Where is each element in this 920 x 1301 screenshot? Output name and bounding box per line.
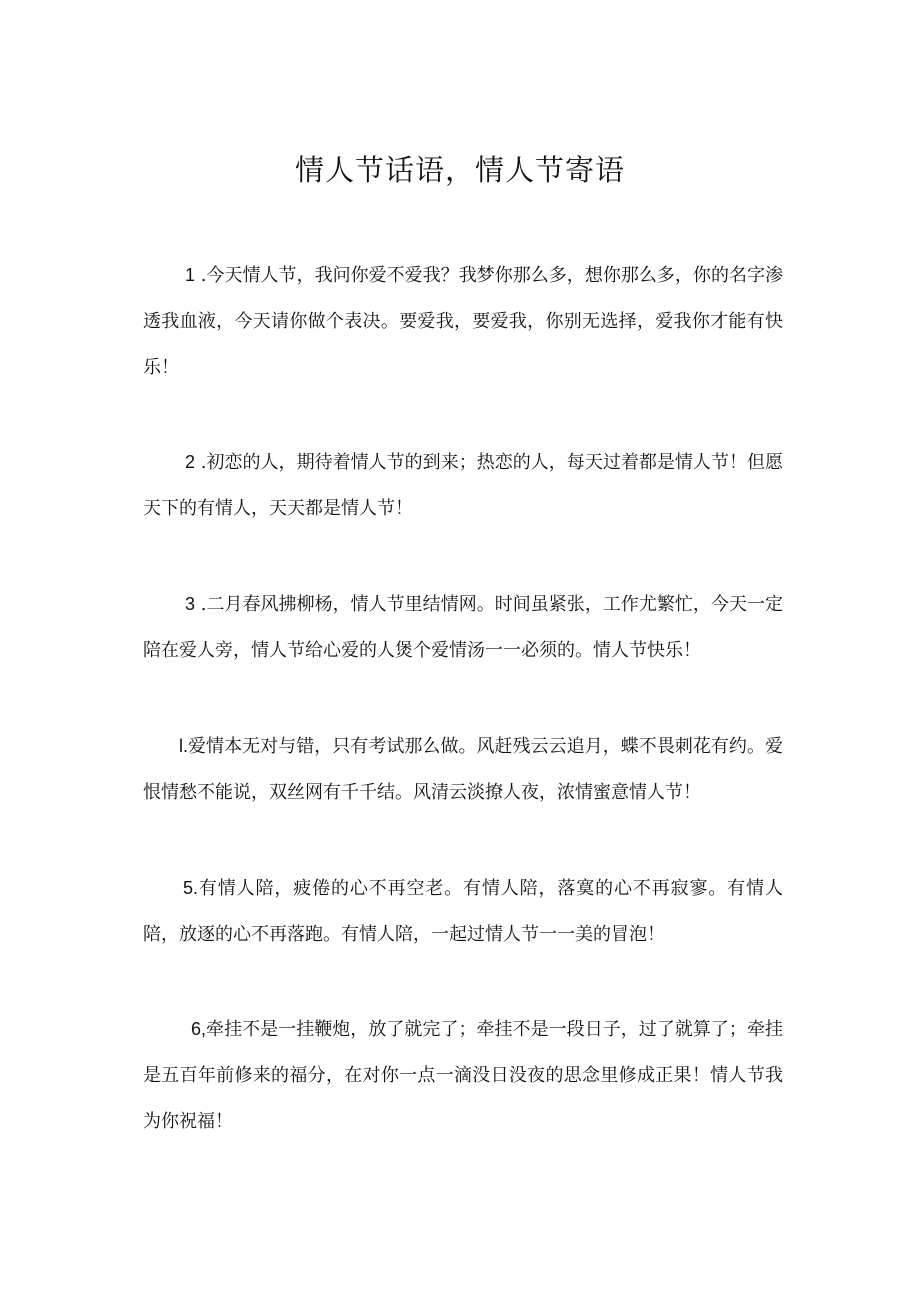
paragraph-text: .今天情人节，我问你爱不爱我？我梦你那么多，想你那么多，你的名字渗透我血液，今天请你做个表决。要爱我，要爱我，你别无选择，爱我你才能有快乐！ [143,265,783,378]
paragraph-text: 爱情本无对与错，只有考试那么做。风赶残云云追月，蝶不畏刺花有约。爱恨情愁不能说，双丝网有千千结。风清云淡撩人夜，浓情蜜意情人节！ [143,736,783,803]
paragraph-number: 1 [185,265,196,285]
paragraph-1 [143,252,783,391]
paragraph-number: 3 [185,594,196,614]
paragraph-4 [143,723,783,816]
paragraph-number: 2 [185,452,196,472]
paragraph-number: l. [179,736,188,756]
paragraph-text: 牵挂不是一挂鞭炮，放了就完了；牵挂不是一段日子，过了就算了；牵挂是五百年前修来的福分，在对你一点一滴没日没夜的思念里修成正果！情人节我为你祝福！ [143,1019,783,1132]
paragraph-2 [143,439,783,532]
paragraph-text: 有情人陪，疲倦的心不再空老。有情人陪，落寞的心不再寂寥。有情人陪，放逐的心不再落跑。有情人陪，一起过情人节一一美的冒泡！ [143,878,783,945]
paragraph-3 [143,581,783,674]
paragraph-5 [143,865,783,958]
document-title: 情人节话语，情人节寄语 [294,153,625,187]
paragraph-text: .初恋的人，期待着情人节的到来；热恋的人，每天过着都是情人节！但愿天下的有情人，天天都是情人节！ [143,452,783,519]
paragraph-number: 5. [183,878,199,898]
paragraph-text: .二月春风拂柳杨，情人节里结情网。时间虽紧张，工作尤繁忙，今天一定陪在爱人旁，情人节给心爱的人煲个爱情汤一一必须的。情人节快乐！ [143,594,783,661]
paragraph-number: 6, [191,1019,207,1039]
paragraph-6 [143,1006,783,1145]
